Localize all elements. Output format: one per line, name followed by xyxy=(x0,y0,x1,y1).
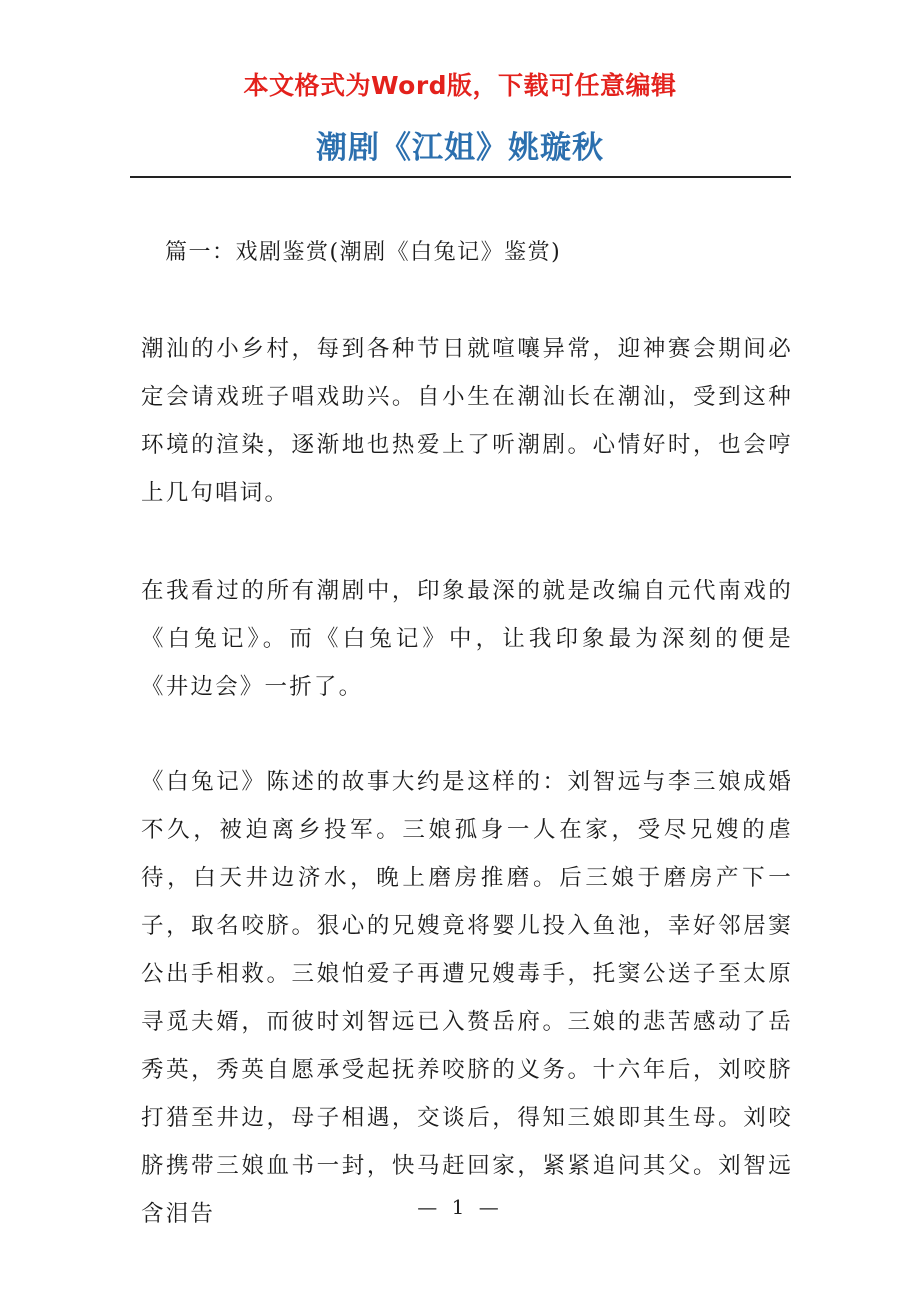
paragraph-text: 在我看过的所有潮剧中，印象最深的就是改编自元代南戏的《白兔记》。而《白兔记》中，让我印象最为深刻的便是《井边会》一折了。 xyxy=(141,578,793,700)
section-heading: 篇一：戏剧鉴赏(潮剧《白兔记》鉴赏) xyxy=(165,240,562,265)
title-divider xyxy=(130,176,791,178)
paragraph-2 xyxy=(141,567,793,711)
paragraph-3 xyxy=(141,758,793,1238)
document-title: 潮剧《江姐》姚璇秋 xyxy=(316,130,604,166)
paragraph-text: 潮汕的小乡村，每到各种节日就喧嚷异常，迎神赛会期间必定会请戏班子唱戏助兴。自小生在潮汕长在潮汕，受到这种环境的渲染，逐渐地也热爱上了听潮剧。心情好时，也会哼上几句唱词。 xyxy=(141,336,793,506)
page-number: — 1 — xyxy=(417,1195,503,1219)
paragraph-text: 《白兔记》陈述的故事大约是这样的：刘智远与李三娘成婚不久，被迫离乡投军。三娘孤身一人在家，受尽兄嫂的虐待，白天井边济水，晚上磨房推磨。后三娘于磨房产下一子，取名咬脐。狠心的兄嫂竟将婴儿投入鱼池，幸好邻居窦公出手相救。三娘怕爱子再遭兄嫂毒手，托窦公送子至太原寻觅夫婿，而彼时刘智远已入赘岳府。三娘的悲苦感动了岳秀英，秀英自愿承受起抚养咬脐的义务。十六年后，刘咬脐打猎至井边，母子相遇，交谈后，得知三娘即其生母。刘咬脐携带三娘血书一封，快马赶回家，紧紧追问其父。刘智远含泪告 xyxy=(141,769,793,1227)
paragraph-1 xyxy=(141,325,793,517)
format-notice: 本文格式为Word版，下载可任意编辑 xyxy=(243,71,677,100)
